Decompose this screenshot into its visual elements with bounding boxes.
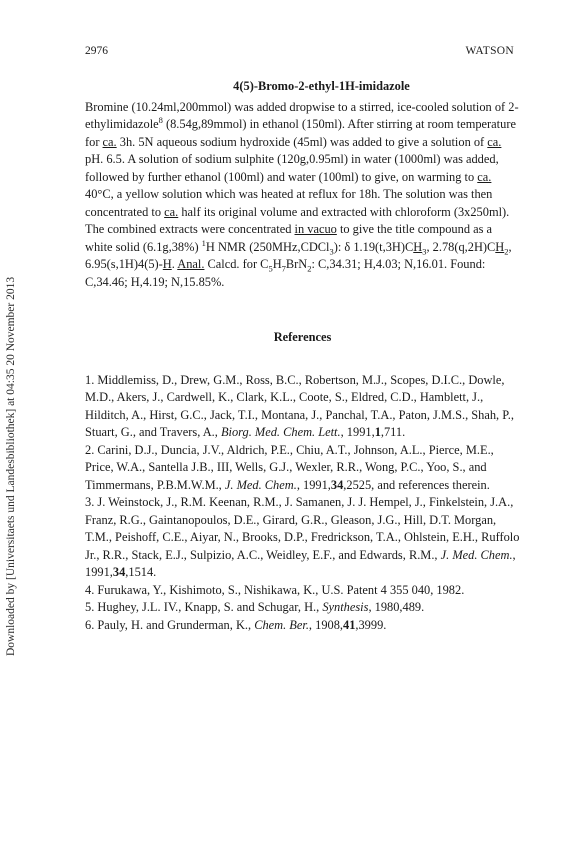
reference-text: 2. Carini, D.J., Duncia, J.V., Aldrich, P.E., Chiu, A.T., Johnson, A.L., Pierce, M.E., Price, W.A., Santella J.B., III, Wells, G.J., Wexler, R.R., Wong, P.C., Yoo, S., and Timmermans, P.B.M.W.M., (85, 442, 494, 492)
reference-item (85, 442, 520, 495)
page-body (85, 78, 520, 634)
journal-name: J. Med. Chem. (440, 547, 513, 562)
text-run: Bromine (10.24ml,200mmol) was added dropwise to a stirred, ice-cooled solution of 2-ethylimidazole (85, 99, 519, 131)
journal-name: J. Med. Chem. (224, 477, 297, 492)
experimental-paragraph (85, 99, 520, 292)
volume: 1 (374, 425, 381, 439)
reference-text: 6. Pauly, H. and Grunderman, K., (85, 617, 255, 632)
ca-abbrev: ca. (102, 134, 117, 149)
journal-name: Biorg. Med. Chem. Lett. (220, 425, 341, 439)
text-run: pH. 6.5. A solution of sodium sulphite (120g,0.95ml) in water (1000ml) was added, followed by further ethanol (100ml) and water (100ml) to give, on warming to (85, 152, 499, 184)
text-run: . (171, 257, 178, 271)
text-run: 3h. 5N aqueous sodium hydroxide (45ml) was added to give a solution of (116, 134, 488, 149)
reference-item (85, 599, 520, 617)
ca-abbrev: ca. (477, 169, 492, 184)
reference-text: 3. J. Weinstock, J., R.M. Keenan, R.M., J. Samanen, J. J. Hempel, J., Finkelstein, J.A., Franz, R.G., Gaintanopoulos, D.E., Girard, G.R., Gleason, J.G., Hill, D.T. Morgan, T.M., Peishoff, C.E., Aiyar, N., Brooks, D.P., Fredrickson, T.A., Ohlstein, E.H., Ruffolo Jr., R.R., Stack, E.J., Sulpizio, A.C., Weidley, E.F., and Edwards, R.M., (85, 495, 520, 562)
reference-text: ,1514. (125, 565, 157, 579)
reference-text: 1. Middlemiss, D., Drew, G.M., Ross, B.C., Robertson, M.J., Scopes, D.I.C., Dowle, M.D., Akers, J., Cardwell, K., Clark, K.L., Coote, S., Eldred, C.D., Hamblett, J., Hilditch, A., Hirst, G.C., Jack, T.I., Montana, J., Panchal, T.A., Paton, J.M.S., Shah, P., Stuart, G., and Travers, A., (85, 372, 514, 439)
text-run: : C,34.31; H,4.03; N,16.01. Found: C,34.46; H,4.19; N,15.85%. (85, 257, 486, 289)
running-head: WATSON (465, 45, 514, 57)
reference-item (85, 582, 520, 600)
subscript: 5 (268, 263, 273, 274)
page-number: 2976 (85, 45, 108, 57)
text-run: , 2.78(q,2H)C (426, 239, 496, 254)
text-run: half its original volume and extracted with chloroform (3x250ml). The combined extracts were concentrated (85, 204, 510, 236)
subscript: 3 (422, 245, 427, 256)
text-run: to give the title compound as a white solid (6.1g,38%) (85, 222, 493, 254)
underlined-h: H (413, 239, 423, 254)
ca-abbrev: ca. (164, 204, 179, 219)
reference-text: ,711. (380, 425, 406, 439)
subscript: 2 (504, 245, 509, 256)
citation-superscript: 8 (158, 114, 163, 125)
subscript: 7 (281, 263, 286, 274)
volume: 34 (330, 477, 344, 492)
subscript: 3 (329, 245, 334, 256)
text-run: H (272, 257, 282, 271)
reference-item (85, 617, 520, 635)
nmr-superscript: 1 (201, 237, 206, 248)
text-run: ): δ 1.19(t,3H)C (333, 239, 414, 254)
underlined-h: H (495, 239, 505, 254)
reference-text: , 1980,489. (368, 600, 425, 614)
reference-text: , 1991, (340, 425, 375, 439)
reference-text: ,2525, and references therein. (343, 477, 490, 492)
journal-name: Synthesis (322, 600, 369, 614)
reference-item (85, 372, 520, 442)
reference-text: 4. Furukawa, Y., Kishimoto, S., Nishikawa, K., U.S. Patent 4 355 040, 1982. (85, 582, 465, 597)
reference-text: ,3999. (355, 617, 387, 632)
text-run: (8.54g,89mmol) in ethanol (150ml). After stirring at room temperature for (85, 117, 516, 149)
references-heading: References (273, 330, 332, 344)
text-run: H NMR (250MHz,CDCl (205, 239, 330, 254)
journal-name: Chem. Ber. (254, 617, 309, 632)
anal-label: Anal. (177, 257, 205, 271)
reference-text: , 1991, (85, 547, 516, 579)
text-run: BrN (285, 257, 308, 271)
underlined-h: H (162, 257, 172, 271)
download-watermark: Downloaded by [Universitaets und Landesbibliothek] at 04:35 20 November 2013 (5, 276, 17, 656)
reference-item (85, 494, 520, 582)
reference-text: , 1991, (296, 477, 331, 492)
ca-abbrev: ca. (487, 134, 502, 149)
compound-title: 4(5)-Bromo-2-ethyl-1H-imidazole (233, 79, 410, 93)
reference-text: , 1908, (308, 617, 343, 632)
subscript: 2 (307, 263, 312, 274)
text-run: , 6.95(s,1H)4(5)- (85, 239, 512, 271)
page-header (85, 45, 514, 61)
volume: 41 (343, 617, 356, 632)
reference-text: 5. Hughey, J.L. IV., Knapp, S. and Schugar, H., (85, 600, 323, 614)
volume: 34 (112, 565, 126, 579)
text-run: Calcd. for C (204, 257, 269, 271)
in-vacuo-term: in vacuo (294, 222, 337, 236)
text-run: 40°C, a yellow solution which was heated at reflux for 18h. The solution was then concentrated to (85, 187, 493, 219)
